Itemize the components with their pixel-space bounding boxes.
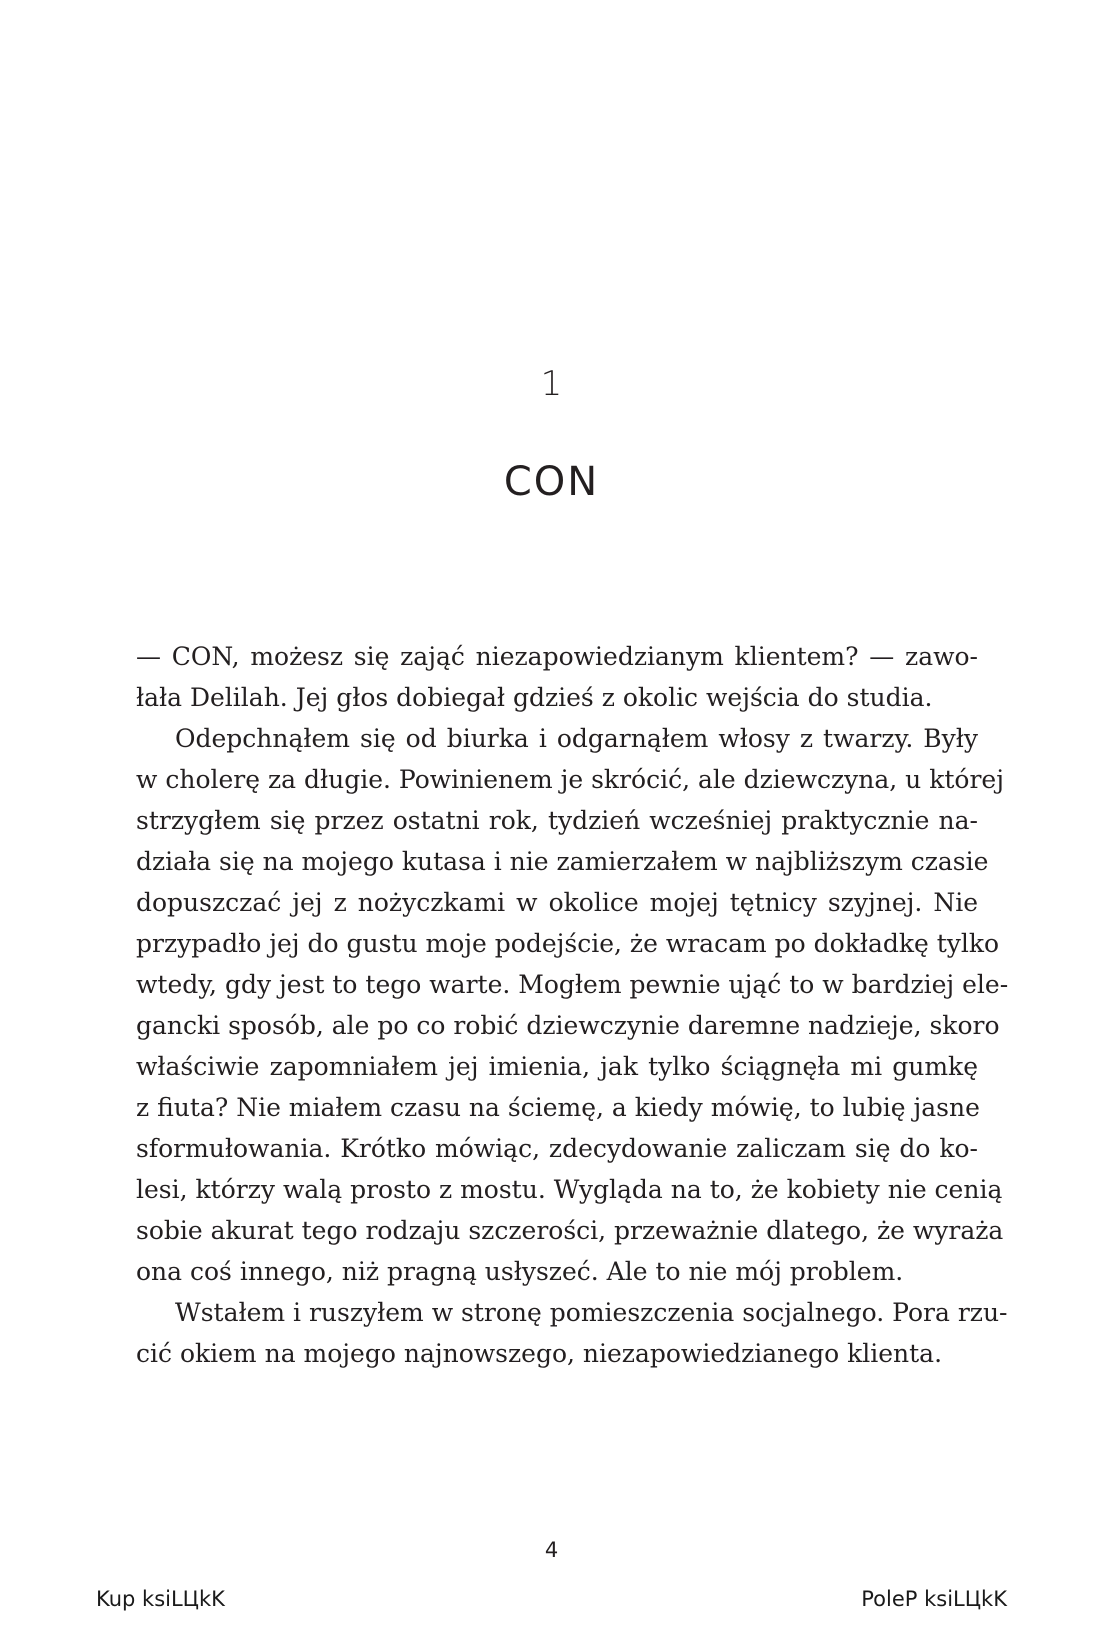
text-line: Odepchnąłem się od biurka i odgarnąłem włosy z twarzy. Były	[175, 724, 978, 753]
text-line: — CON, możesz się zająć niezapowiedzianym klientem? — zawo-	[136, 642, 978, 671]
text-line: cić okiem na mojego najnowszego, niezapowiedzianego klienta.	[136, 1339, 943, 1368]
recommend-book-link[interactable]: PoleP ksiLЦkK	[861, 1587, 1007, 1611]
text-line: gancki sposób, ale po co robić dziewczynie daremne nadzieje, skoro	[136, 1011, 1000, 1040]
text-line: wtedy, gdy jest to tego warte. Mogłem pewnie ująć to w bardziej ele-	[136, 970, 1009, 999]
text-line: łała Delilah. Jej głos dobiegał gdzieś z okolic wejścia do studia.	[136, 683, 933, 712]
text-line: w cholerę za długie. Powinienem je skrócić, ale dziewczyna, u której	[136, 765, 1004, 794]
text-line: lesi, którzy walą prosto z mostu. Wygląda na to, że kobiety nie cenią	[136, 1175, 1003, 1204]
text-line: właściwie zapomniałem jej imienia, jak tylko ściągnęła mi gumkę	[136, 1052, 978, 1081]
text-line: Wstałem i ruszyłem w stronę pomieszczenia socjalnego. Pora rzu-	[175, 1298, 1008, 1327]
text-line: strzygłem się przez ostatni rok, tydzień wcześniej praktycznie na-	[136, 806, 978, 835]
text-line: dopuszczać jej z nożyczkami w okolice mojej tętnicy szyjnej. Nie	[136, 888, 978, 917]
text-line: z fiuta? Nie miałem czasu na ściemę, a kiedy mówię, to lubię jasne	[136, 1093, 980, 1122]
page-number: 4	[544, 1538, 559, 1562]
text-line: ona coś innego, niż pragną usłyszeć. Ale to nie mój problem.	[136, 1257, 904, 1286]
buy-book-link[interactable]: Kup ksiLЦkK	[96, 1587, 225, 1611]
text-line: działa się na mojego kutasa i nie zamierzałem w najbliższym czasie	[136, 847, 989, 876]
chapter-number: 1	[540, 364, 563, 404]
text-line: sobie akurat tego rodzaju szczerości, przeważnie dlatego, że wyraża	[136, 1216, 1004, 1245]
text-line: przypadło jej do gustu moje podejście, że wracam po dokładkę tylko	[136, 929, 1000, 958]
chapter-title: CON	[503, 459, 600, 505]
text-line: sformułowania. Krótko mówiąc, zdecydowanie zaliczam się do ko-	[136, 1134, 978, 1163]
